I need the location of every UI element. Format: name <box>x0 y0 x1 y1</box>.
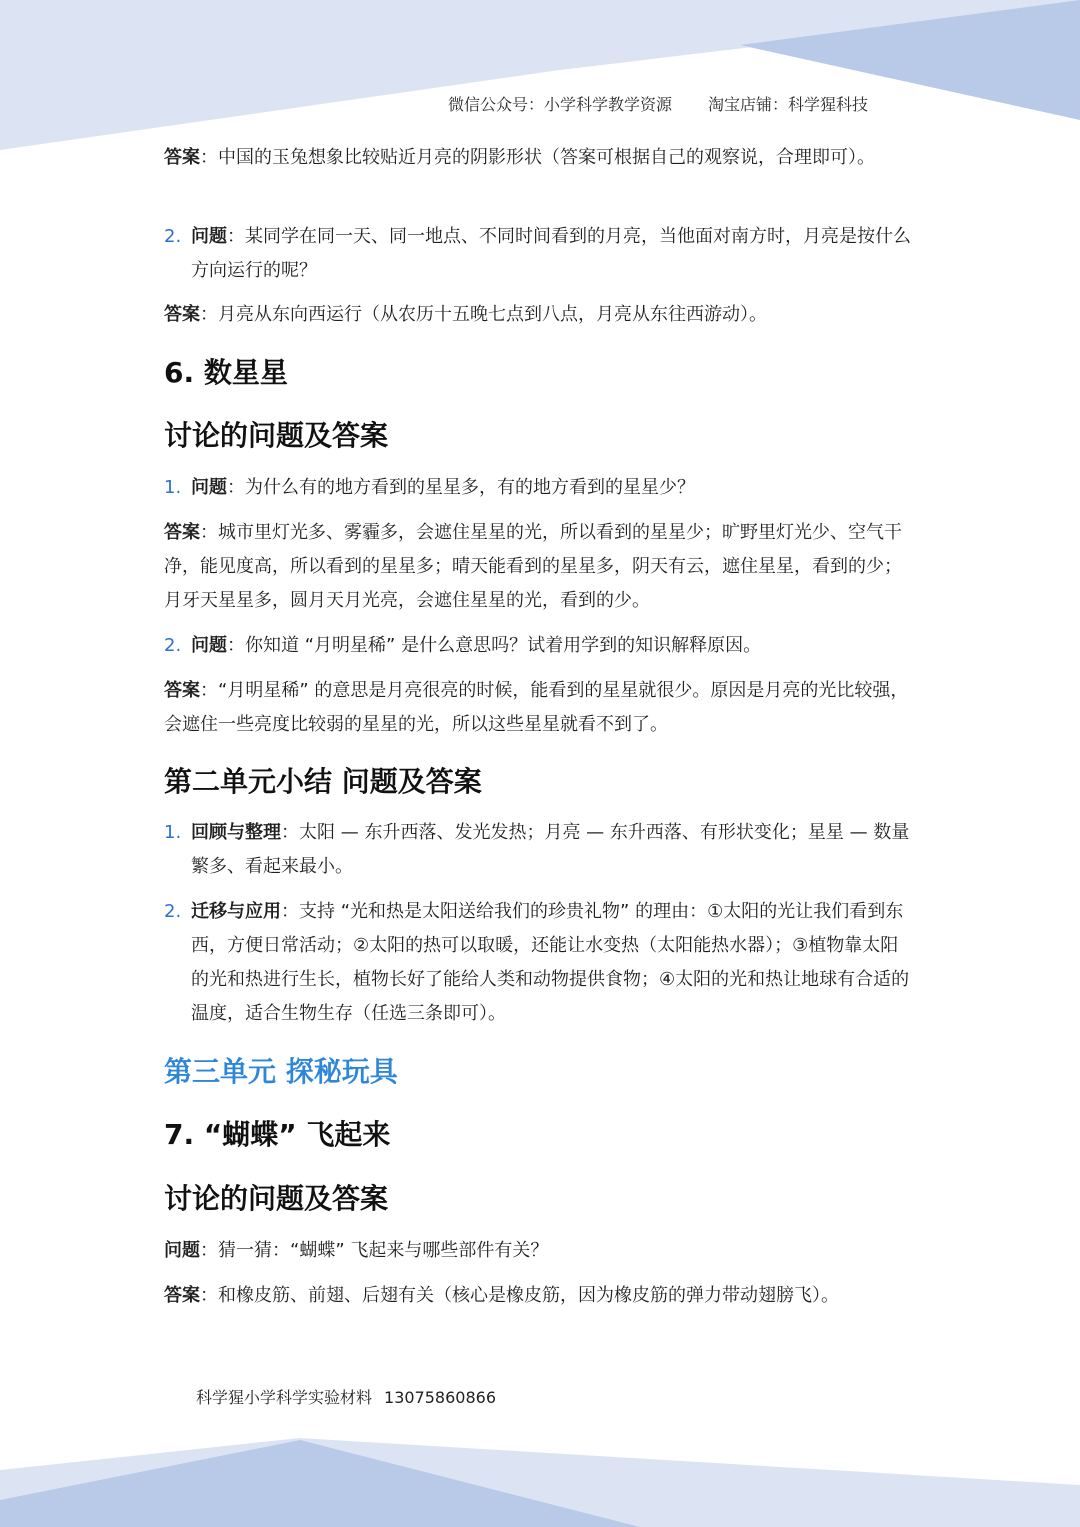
taobao-shop-label: 淘宝店铺：科学猩科技 <box>708 95 869 114</box>
answer-paragraph: 答案：月亮从东向西运行（从农历十五晚七点到八点，月亮从东往西游动）。 <box>164 304 767 325</box>
section-heading: 讨论的问题及答案 <box>164 419 389 452</box>
list-number: 2. <box>164 901 182 922</box>
list-item: 1. 回顾与整理：太阳 — 东升西落、发光发热；月亮 — 东升西落、有形状变化；星星 — 数量繁多、看起来最小。 <box>164 816 914 884</box>
page-header <box>448 92 888 115</box>
list-item: 2. 问题：你知道 “月明星稀” 是什么意思吗？试着用学到的知识解释原因。 <box>164 629 914 663</box>
unit-title: 第三单元 探秘玩具 <box>164 1055 398 1088</box>
list-item: 2. 问题：某同学在同一天、同一地点、不同时间看到的月亮，当他面对南方时，月亮是按什么方向运行的呢？ <box>164 220 914 288</box>
section-heading: 第二单元小结 问题及答案 <box>164 765 482 798</box>
list-item: 2. 迁移与应用：支持 “光和热是太阳送给我们的珍贵礼物” 的理由：①太阳的光让我们看到东西，方便日常活动；②太阳的热可以取暖，还能让水变热（太阳能热水器）；③植物靠太阳的光和热进行生长，植物长好了能给人类和动物提供食物；④太阳的光和热让地球有合适的温度，适合生物生存（任选三条即可）。 <box>164 895 914 1031</box>
footer-company: 科学猩小学科学实验材料 <box>196 1388 373 1407</box>
section-heading: 讨论的问题及答案 <box>164 1182 389 1215</box>
list-number: 2. <box>164 635 182 656</box>
list-number: 2. <box>164 226 182 247</box>
lesson-title: 6. 数星星 <box>164 356 288 389</box>
list-number: 1. <box>164 822 182 843</box>
question-paragraph: 问题：猜一猜：“蝴蝶” 飞起来与哪些部件有关？ <box>164 1240 549 1261</box>
page-footer <box>196 1385 496 1408</box>
footer-phone: 13075860866 <box>384 1388 496 1407</box>
answer-paragraph: 答案：城市里灯光多、雾霾多，会遮住星星的光，所以看到的星星少；旷野里灯光少、空气干净，能见度高，所以看到的星星多；晴天能看到的星星多，阴天有云，遮住星星，看到的少；月牙天星星多，圆月天月光亮，会遮住星星的光，看到的少。 <box>164 522 902 611</box>
wechat-account-label: 微信公众号：小学科学教学资源 <box>448 95 673 114</box>
answer-paragraph: 答案：“月明星稀” 的意思是月亮很亮的时候，能看到的星星就很少。原因是月亮的光比较强，会遮住一些亮度比较弱的星星的光，所以这些星星就看不到了。 <box>164 680 909 735</box>
lesson-title: 7. “蝴蝶” 飞起来 <box>164 1118 391 1151</box>
answer-paragraph: 答案：和橡皮筋、前翅、后翅有关（核心是橡皮筋，因为橡皮筋的弹力带动翅膀飞）。 <box>164 1285 839 1306</box>
list-number: 1. <box>164 477 182 498</box>
answer-paragraph: 答案：中国的玉兔想象比较贴近月亮的阴影形状（答案可根据自己的观察说，合理即可）。 <box>164 147 875 168</box>
list-item: 1. 问题：为什么有的地方看到的星星多，有的地方看到的星星少？ <box>164 471 914 505</box>
